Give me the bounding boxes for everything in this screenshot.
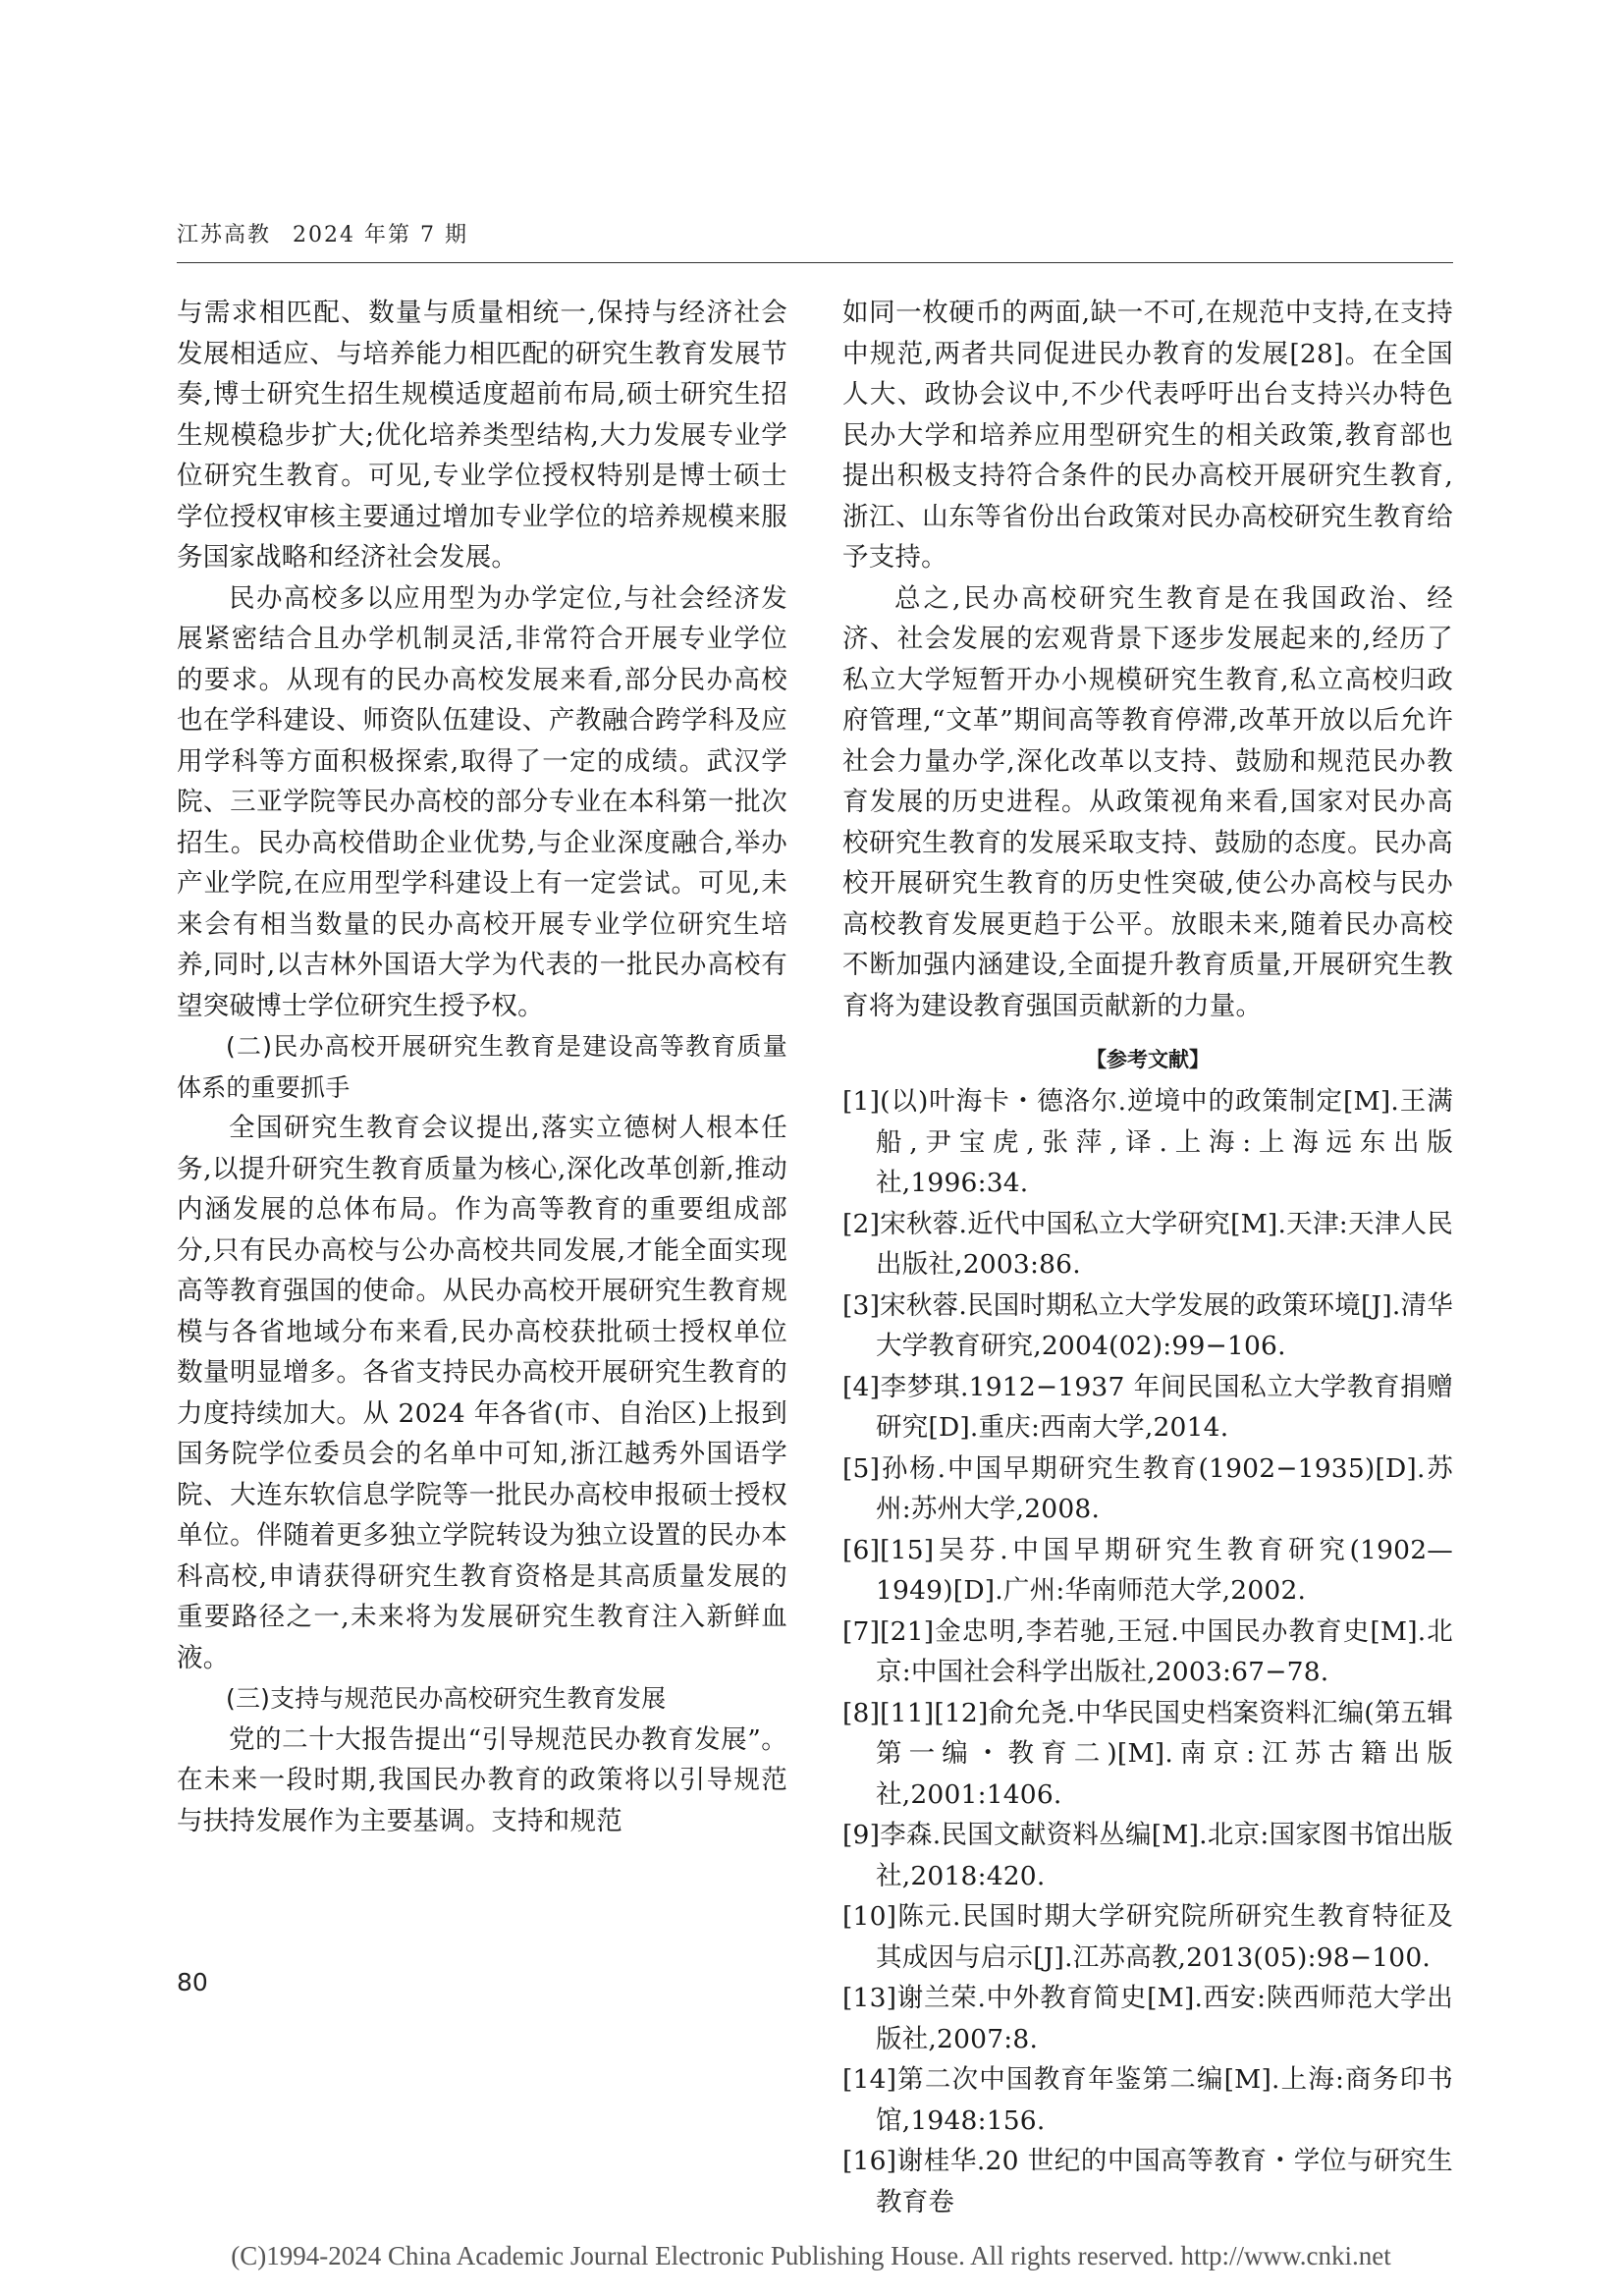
reference-entry: [2]宋秋蓉.近代中国私立大学研究[M].天津:天津人民出版社,2003:86.	[842, 1208, 1453, 1280]
reference-entry: [14]第二次中国教育年鉴第二编[M].上海:商务印书馆,1948:156.	[842, 2064, 1453, 2136]
reference-entry: [8][11][12]俞允尧.中华民国史档案资料汇编(第五辑第一编・教育二)[M].南京:江苏古籍出版社,2001:1406.	[842, 1697, 1453, 1810]
journal-name: 江苏高教	[177, 223, 272, 247]
reference-entry: [1](以)叶海卡・德洛尔.逆境中的政策制定[M].王满船,尹宝虎,张萍,译.上海:上海远东出版社,1996:34.	[842, 1086, 1453, 1198]
reference-entry: [9]李森.民国文献资料丛编[M].北京:国家图书馆出版社,2018:420.	[842, 1820, 1453, 1891]
right-body	[842, 293, 1453, 1026]
reference-entry: [7][21]金忠明,李若驰,王冠.中国民办教育史[M].北京:中国社会科学出版社,2003:67−78.	[842, 1615, 1453, 1687]
reference-entry: [3]宋秋蓉.民国时期私立大学发展的政策环境[J].清华大学教育研究,2004(02):99−106.	[842, 1289, 1453, 1361]
reference-entry: [16]谢桂华.20 世纪的中国高等教育・学位与研究生教育卷	[842, 2146, 1453, 2217]
body-paragraph: 如同一枚硬币的两面,缺一不可,在规范中支持,在支持中规范,两者共同促进民办教育的发展[28]。在全国人大、政协会议中,不少代表呼吁出台支持兴办特色民办大学和培养应用型研究生的相关政策,教育部也提出积极支持符合条件的民办高校开展研究生教育,浙江、山东等省份出台政策对民办高校研究生教育给予支持。	[842, 298, 1453, 573]
body-paragraph: 党的二十大报告提出“引导规范民办教育发展”。在未来一段时期,我国民办教育的政策将以引导规范与扶持发展作为主要基调。支持和规范	[177, 1723, 787, 1836]
reference-entry: [4]李梦琪.1912−1937 年间民国私立大学教育捐赠研究[D].重庆:西南大学,2014.	[842, 1371, 1453, 1443]
issue-label: 2024 年第 7 期	[293, 223, 468, 247]
section-subheading: (三)支持与规范民办高校研究生教育发展	[226, 1684, 667, 1713]
body-paragraph: 总之,民办高校研究生教育是在我国政治、经济、社会发展的宏观背景下逐步发展起来的,经历了私立大学短暂开办小规模研究生教育,私立高校归政府管理,“文革”期间高等教育停滞,改革开放以后允许社会力量办学,深化改革以支持、鼓励和规范民办教育发展的历史进程。从政策视角来看,国家对民办高校研究生教育的发展采取支持、鼓励的态度。民办高校开展研究生教育的历史性突破,使公办高校与民办高校教育发展更趋于公平。放眼未来,随着民办高校不断加强内涵建设,全面提升教育质量,开展研究生教育将为建设教育强国贡献新的力量。	[842, 582, 1453, 1021]
reference-entry: [10]陈元.民国时期大学研究院所研究生教育特征及其成因与启示[J].江苏高教,2013(05):98−100.	[842, 1901, 1453, 1973]
reference-entry: [13]谢兰荣.中外教育简史[M].西安:陕西师范大学出版社,2007:8.	[842, 1983, 1453, 2054]
body-paragraph: 民办高校多以应用型为办学定位,与社会经济发展紧密结合且办学机制灵活,非常符合开展专业学位的要求。从现有的民办高校发展来看,部分民办高校也在学科建设、师资队伍建设、产教融合跨学科及应用学科等方面积极探索,取得了一定的成绩。武汉学院、三亚学院等民办高校的部分专业在本科第一批次招生。民办高校借助企业优势,与企业深度融合,举办产业学院,在应用型学科建设上有一定尝试。可见,未来会有相当数量的民办高校开展专业学位研究生培养,同时,以吉林外国语大学为代表的一批民办高校有望突破博士学位研究生授予权。	[177, 582, 787, 1021]
reference-entry: [6][15]吴芬.中国早期研究生教育研究(1902—1949)[D].广州:华南师范大学,2002.	[842, 1534, 1453, 1606]
left-column	[177, 293, 787, 1841]
references-heading: 【参考文献】	[1086, 1048, 1210, 1071]
section-subheading: (二)民办高校开展研究生教育是建设高等教育质量体系的重要抓手	[177, 1032, 787, 1102]
body-paragraph: 全国研究生教育会议提出,落实立德树人根本任务,以提升研究生教育质量为核心,深化改革创新,推动内涵发展的总体布局。作为高等教育的重要组成部分,只有民办高校与公办高校共同发展,才能全面实现高等教育强国的使命。从民办高校开展研究生教育规模与各省地域分布来看,民办高校获批硕士授权单位数量明显增多。各省支持民办高校开展研究生教育的力度持续加大。从 2024 年各省(市、自治区)上报到国务院学位委员会的名单中可知,浙江越秀外国语学院、大连东软信息学院等一批民办高校申报硕士授权单位。伴随着更多独立学院转设为独立设置的民办本科高校,申请获得研究生教育资格是其高质量发展的重要路径之一,未来将为发展研究生教育注入新鲜血液。	[177, 1113, 787, 1673]
running-header	[177, 218, 468, 248]
reference-entry: [5]孙杨.中国早期研究生教育(1902−1935)[D].苏州:苏州大学,2008.	[842, 1452, 1453, 1524]
header-rule	[177, 262, 1453, 263]
copyright-footer: (C)1994-2024 China Academic Journal Electronic Publishing House. All rights reserved. http://www.cnki.net	[231, 2241, 1391, 2270]
right-column	[842, 293, 1453, 2222]
body-paragraph: 与需求相匹配、数量与质量相统一,保持与经济社会发展相适应、与培养能力相匹配的研究生教育发展节奏,博士研究生招生规模适度超前布局,硕士研究生招生规模稳步扩大;优化培养类型结构,大力发展专业学位研究生教育。可见,专业学位授权特别是博士硕士学位授权审核主要通过增加专业学位的培养规模来服务国家战略和经济社会发展。	[177, 298, 787, 573]
page-number: 80	[177, 1968, 208, 1996]
references-list	[842, 1081, 1453, 2222]
